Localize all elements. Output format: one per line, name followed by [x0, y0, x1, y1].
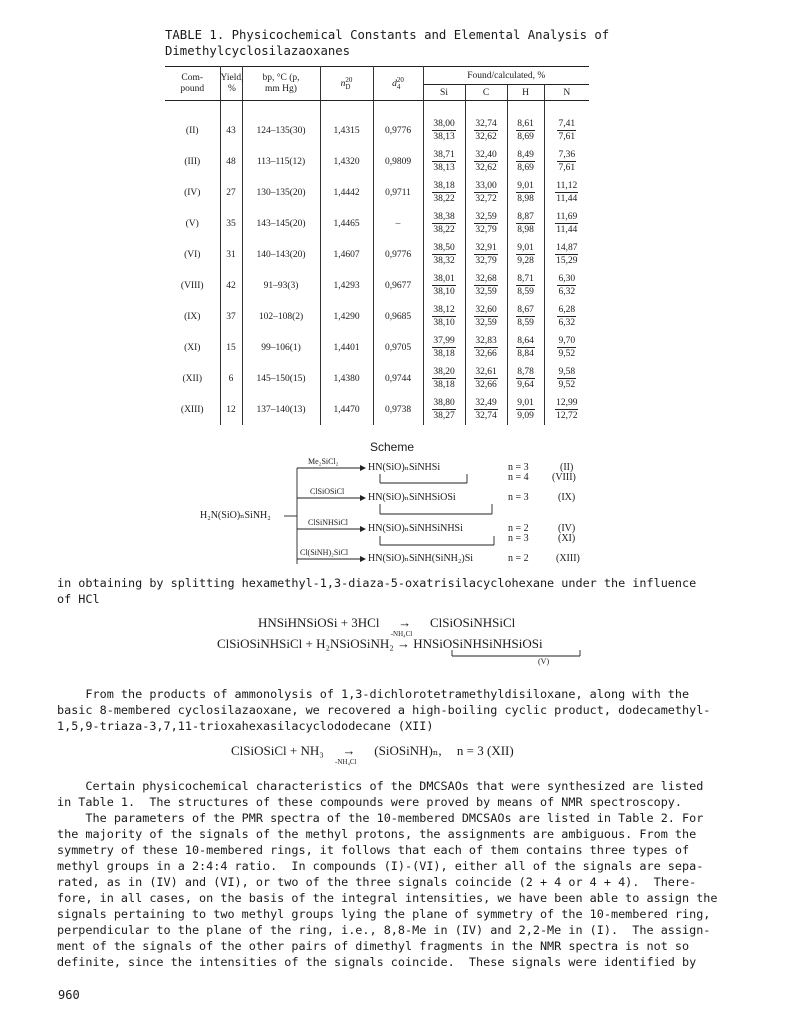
equation-3-arrow: → -NH₄Cl: [335, 743, 357, 766]
header-h: H: [507, 85, 544, 101]
cell-nd: 1,4401: [320, 332, 373, 363]
cell-yield: 6: [220, 363, 242, 394]
table-row: [165, 146, 589, 177]
table-row: [165, 208, 589, 239]
found-calc-pair: [557, 118, 576, 143]
found-value: 7,41: [558, 119, 576, 129]
found-calc-pair: [516, 335, 535, 360]
header-si: Si: [423, 85, 465, 101]
cell-n: [544, 208, 589, 239]
found-value: 38,50: [433, 243, 455, 253]
cell-n: [544, 101, 589, 147]
found-value: 8,64: [517, 336, 534, 346]
found-value: 32,74: [475, 119, 497, 129]
scheme-compound-2: (IX): [558, 492, 576, 503]
scheme-compound-3b: (XI): [558, 533, 576, 544]
found-calc-pair: [516, 180, 535, 205]
calculated-value: 8,69: [517, 132, 534, 142]
scheme-reagent-3: ClSiNHSiCl: [308, 518, 349, 527]
cell-compound: (IV): [165, 177, 220, 208]
found-calc-pair: [555, 242, 578, 267]
found-calc-pair: [516, 366, 535, 391]
cell-h: [507, 177, 544, 208]
cell-h: [507, 270, 544, 301]
cell-nd: 1,4607: [320, 239, 373, 270]
cell-nd: 1,4290: [320, 301, 373, 332]
cell-c: [465, 301, 507, 332]
found-value: 32,40: [475, 150, 497, 160]
cell-c: [465, 332, 507, 363]
found-value: 8,71: [517, 274, 534, 284]
found-calc-pair: [432, 366, 455, 391]
header-nd: n 20 D: [320, 67, 373, 101]
calculated-value: 8,69: [517, 163, 534, 173]
found-value: 9,01: [517, 398, 534, 408]
found-calc-pair: [516, 149, 535, 174]
cell-bp: 99–106(1): [242, 332, 320, 363]
header-d4: d 20 4: [373, 67, 423, 101]
cell-si: [423, 394, 465, 425]
cell-n: [544, 332, 589, 363]
cell-compound: (V): [165, 208, 220, 239]
header-yield: Yield, %: [220, 67, 242, 101]
header-c: C: [465, 85, 507, 101]
found-value: 38,12: [433, 305, 455, 315]
calculated-value: 38,10: [433, 287, 455, 297]
header-found-calc: Found/calculated, %: [423, 67, 589, 85]
cell-c: [465, 270, 507, 301]
cell-c: [465, 146, 507, 177]
paragraph-3: Certain physicochemical characteristics of the DMCSAOs that were synthesized are listed in Table 1. The structures of these compounds were proved by means of NMR spectroscopy.: [57, 779, 704, 809]
cell-yield: 12: [220, 394, 242, 425]
calculated-value: 38,18: [433, 380, 455, 390]
found-value: 38,20: [433, 367, 455, 377]
calculated-value: 38,22: [433, 225, 455, 235]
found-value: 11,12: [556, 181, 578, 191]
arrow-head-3: [360, 526, 366, 532]
scheme-n-3b: n = 3: [508, 533, 529, 544]
equation-3: [231, 743, 514, 766]
cell-n: [544, 239, 589, 270]
calculated-value: 7,61: [558, 132, 576, 142]
cell-compound: (II): [165, 101, 220, 147]
found-value: 8,67: [517, 305, 534, 315]
calculated-value: 32,79: [475, 225, 497, 235]
found-calc-pair: [432, 397, 455, 422]
equation-3-n: n = 3 (XII): [456, 743, 514, 758]
scheme-reagent-1: Me₂SiCl₂: [308, 457, 339, 466]
scheme-start: H₂N(SiO)ₙSiNH₂: [200, 510, 271, 521]
scheme-n-3: n = 2: [508, 523, 529, 534]
calculated-value: 32,59: [475, 318, 497, 328]
cell-si: [423, 301, 465, 332]
cell-d4: 0,9744: [373, 363, 423, 394]
found-calc-pair: [432, 211, 455, 236]
table-row: [165, 101, 589, 147]
arrow-head-1: [360, 465, 366, 471]
table-row: [165, 270, 589, 301]
found-value: 7,36: [558, 150, 576, 160]
calculated-value: 32,62: [475, 163, 497, 173]
cell-bp: 145–150(15): [242, 363, 320, 394]
found-value: 38,80: [433, 398, 455, 408]
found-value: 37,99: [433, 336, 455, 346]
found-value: 32,91: [475, 243, 497, 253]
found-calc-pair: [432, 149, 455, 174]
paragraph-2: From the products of ammonolysis of 1,3-dichlorotetramethyldisiloxane, along with the basic 8-membered cyclosilazaoxane, we recovered a high-boiling cyclic product, dodecamethyl- 1,5,9-triaza-3,7,11-trioxahexasilacyclododecane (XII): [57, 687, 711, 733]
found-value: 32,83: [475, 336, 497, 346]
calculated-value: 8,59: [517, 287, 534, 297]
caption-line-2: Dimethylcyclosilazaoxanes: [165, 44, 351, 58]
scheme-reagent-4: Cl(SiNH)₂SiCl: [300, 548, 349, 557]
equation-1-condition: -NH₄Cl: [390, 630, 413, 638]
cell-compound: (XIII): [165, 394, 220, 425]
calculated-value: 32,79: [475, 256, 497, 266]
found-calc-pair: [432, 180, 455, 205]
found-value: 38,38: [433, 212, 455, 222]
found-value: 12,99: [556, 398, 578, 408]
arrow-head-4: [360, 556, 366, 562]
cell-n: [544, 301, 589, 332]
calculated-value: 9,52: [558, 380, 576, 390]
cell-bp: 143–145(20): [242, 208, 320, 239]
scheme-product-1: HN(SiO)ₙSiNHSi: [368, 462, 441, 473]
found-value: 8,61: [517, 119, 534, 129]
cell-nd: 1,4315: [320, 101, 373, 147]
calculated-value: 38,22: [433, 194, 455, 204]
calculated-value: 8,59: [517, 318, 534, 328]
cell-n: [544, 177, 589, 208]
equation-1-arrow: → -NH₄Cl: [390, 615, 413, 638]
calculated-value: 38,13: [433, 132, 455, 142]
found-value: 33,00: [475, 181, 497, 191]
cell-c: [465, 239, 507, 270]
calculated-value: 32,66: [475, 349, 497, 359]
cell-bp: 137–140(13): [242, 394, 320, 425]
found-calc-pair: [474, 273, 497, 298]
found-value: 38,71: [433, 150, 455, 160]
equation-2-lhs: ClSiOSiNHSiCl + H₂NSiOSiNH₂: [217, 636, 394, 651]
calculated-value: 7,61: [558, 163, 576, 173]
cell-nd: 1,4320: [320, 146, 373, 177]
cell-si: [423, 146, 465, 177]
cell-n: [544, 270, 589, 301]
data-table: [165, 66, 589, 425]
header-compound: Com- pound: [165, 67, 220, 101]
cell-bp: 91–93(3): [242, 270, 320, 301]
found-calc-pair: [432, 304, 455, 329]
cell-c: [465, 208, 507, 239]
scheme-n-1: n = 3: [508, 462, 529, 473]
scheme-compound-1: (II): [560, 462, 574, 473]
found-value: 9,01: [517, 243, 534, 253]
calculated-value: 38,32: [433, 256, 455, 266]
table-row: [165, 363, 589, 394]
calculated-value: 32,72: [475, 194, 497, 204]
table-row: [165, 332, 589, 363]
cell-si: [423, 177, 465, 208]
calculated-value: 38,13: [433, 163, 455, 173]
found-value: 32,49: [475, 398, 497, 408]
cell-nd: 1,4465: [320, 208, 373, 239]
scheme-product-2: HN(SiO)ₙSiNHSiOSi: [368, 492, 456, 503]
cell-d4: –: [373, 208, 423, 239]
found-value: 32,61: [475, 367, 497, 377]
equation-2-rhs: HNSiOSiNHSiNHSiOSi: [413, 636, 543, 651]
found-value: 32,60: [475, 305, 497, 315]
scheme-n-1b: n = 4: [508, 472, 529, 483]
paragraph-4: The parameters of the PMR spectra of the 10-membered DMCSAOs are listed in Table 2. For the majority of the signals of the methyl protons, the assignments are ambiguous. From the symmetry of these 10-membered rings, it follows that each of them contains three types of methyl groups in a 2:4:4 ratio. In compounds (I)-(VI), either all of the signals are sepa- rated, as in (IV) and (VI), or two of the three signals coincide (2 + 4 or 4 + 4). There- fore, in all cases, on the basis of the integral intensities, we have been able to assign the signals pertaining to two methyl groups lying the plane of symmetry of the 10-membered ring, perpendicular to the plane of the ring, i.e., 8,8-Me in (IV) and 2,2-Me in (I). The assign- ment of the signals of the other pairs of dimethyl fragments in the NMR spectra is not so definite, since the intensities of the signals coincide. These signals were identified by: [57, 811, 718, 969]
cell-compound: (IX): [165, 301, 220, 332]
found-calc-pair: [474, 211, 497, 236]
calculated-value: 38,27: [433, 411, 455, 421]
scheme-n-2: n = 3: [508, 492, 529, 503]
caption-line-1: TABLE 1. Physicochemical Constants and Elemental Analysis of: [165, 28, 610, 42]
scheme-product-3: HN(SiO)ₙSiNHSiNHSi: [368, 523, 463, 534]
equation-2-arrow: →: [397, 636, 414, 651]
table-row: [165, 177, 589, 208]
found-value: 32,59: [475, 212, 497, 222]
cell-h: [507, 101, 544, 147]
cell-si: [423, 101, 465, 147]
cell-yield: 31: [220, 239, 242, 270]
cell-bp: 130–135(20): [242, 177, 320, 208]
found-value: 14,87: [556, 243, 578, 253]
equation-2-ring-bond: [450, 650, 610, 670]
cell-yield: 42: [220, 270, 242, 301]
calculated-value: 32,62: [475, 132, 497, 142]
cell-yield: 48: [220, 146, 242, 177]
header-n: N: [544, 85, 589, 101]
cell-d4: 0,9776: [373, 101, 423, 147]
scheme-compound-3: (IV): [558, 523, 576, 534]
found-value: 38,18: [433, 181, 455, 191]
found-value: 8,49: [517, 150, 534, 160]
found-calc-pair: [474, 335, 497, 360]
equation-1-lhs: HNSiHNSiOSi + 3HCl: [258, 615, 380, 630]
found-calc-pair: [516, 118, 535, 143]
found-calc-pair: [474, 242, 497, 267]
found-calc-pair: [557, 304, 576, 329]
cell-si: [423, 239, 465, 270]
equation-3-rhs: (SiOSiNH)ₙ,: [374, 743, 442, 758]
cell-bp: 124–135(30): [242, 101, 320, 147]
calculated-value: 9,64: [517, 380, 534, 390]
cell-si: [423, 208, 465, 239]
cell-bp: 140–143(20): [242, 239, 320, 270]
calculated-value: 6,32: [558, 318, 576, 328]
cell-compound: (III): [165, 146, 220, 177]
found-calc-pair: [555, 180, 578, 205]
cell-yield: 35: [220, 208, 242, 239]
table-row: [165, 301, 589, 332]
equation-1-rhs: ClSiOSiNHSiCl: [429, 615, 516, 630]
table-body: [165, 101, 589, 426]
cell-c: [465, 363, 507, 394]
calculated-value: 12,72: [556, 411, 578, 421]
found-calc-pair: [474, 397, 497, 422]
cell-h: [507, 301, 544, 332]
found-value: 8,87: [517, 212, 534, 222]
cell-bp: 102–108(2): [242, 301, 320, 332]
found-value: 32,68: [475, 274, 497, 284]
cell-yield: 43: [220, 101, 242, 147]
found-calc-pair: [432, 242, 455, 267]
calculated-value: 11,44: [556, 225, 578, 235]
header-bp: bp, °C (p, mm Hg): [242, 67, 320, 101]
cell-c: [465, 177, 507, 208]
scheme-title: Scheme: [370, 440, 415, 454]
found-calc-pair: [555, 397, 578, 422]
scheme-n-4: n = 2: [508, 553, 529, 564]
paragraph-1: in obtaining by splitting hexamethyl-1,3-diaza-5-oxatrisilacyclohexane under the influence of HCl: [57, 576, 697, 606]
calculated-value: 32,74: [475, 411, 497, 421]
cell-n: [544, 146, 589, 177]
scheme-compound-4: (XIII): [556, 553, 580, 564]
found-calc-pair: [474, 149, 497, 174]
table-caption: [165, 27, 609, 59]
cell-si: [423, 332, 465, 363]
cell-compound: (XII): [165, 363, 220, 394]
cell-nd: 1,4293: [320, 270, 373, 301]
table-row: [165, 239, 589, 270]
calculated-value: 15,29: [556, 256, 578, 266]
found-calc-pair: [516, 273, 535, 298]
cell-h: [507, 394, 544, 425]
scheme-compound-1b: (VIII): [552, 472, 576, 483]
equation-3-lhs: ClSiOSiCl + NH₃: [231, 743, 324, 758]
cell-h: [507, 332, 544, 363]
found-value: 8,78: [517, 367, 534, 377]
found-calc-pair: [557, 366, 576, 391]
cell-h: [507, 239, 544, 270]
found-calc-pair: [432, 273, 455, 298]
found-calc-pair: [432, 335, 455, 360]
cell-c: [465, 101, 507, 147]
found-calc-pair: [474, 366, 497, 391]
cell-d4: 0,9711: [373, 177, 423, 208]
found-calc-pair: [516, 211, 535, 236]
cell-d4: 0,9705: [373, 332, 423, 363]
cell-nd: 1,4442: [320, 177, 373, 208]
calculated-value: 9,52: [558, 349, 576, 359]
cell-yield: 37: [220, 301, 242, 332]
calculated-value: 11,44: [556, 194, 578, 204]
cell-compound: (VI): [165, 239, 220, 270]
found-calc-pair: [516, 242, 535, 267]
calculated-value: 32,59: [475, 287, 497, 297]
cell-d4: 0,9776: [373, 239, 423, 270]
found-calc-pair: [516, 304, 535, 329]
cell-compound: (VIII): [165, 270, 220, 301]
calculated-value: 9,28: [517, 256, 534, 266]
cell-d4: 0,9677: [373, 270, 423, 301]
cell-d4: 0,9685: [373, 301, 423, 332]
found-value: 9,70: [558, 336, 576, 346]
cell-d4: 0,9738: [373, 394, 423, 425]
arrow-head-2: [360, 495, 366, 501]
found-value: 6,28: [558, 305, 576, 315]
found-value: 38,00: [433, 119, 455, 129]
calculated-value: 38,18: [433, 349, 455, 359]
found-calc-pair: [516, 397, 535, 422]
calculated-value: 8,98: [517, 194, 534, 204]
found-value: 9,01: [517, 181, 534, 191]
found-calc-pair: [474, 118, 497, 143]
found-calc-pair: [557, 149, 576, 174]
cell-c: [465, 394, 507, 425]
found-calc-pair: [432, 118, 455, 143]
found-calc-pair: [557, 335, 576, 360]
calculated-value: 6,32: [558, 287, 576, 297]
cell-yield: 15: [220, 332, 242, 363]
found-value: 11,69: [556, 212, 578, 222]
equation-2-label: (V): [538, 657, 550, 666]
scheme-product-4: HN(SiO)ₙSiNH(SiNH₂)Si: [368, 553, 474, 564]
cell-d4: 0,9809: [373, 146, 423, 177]
scheme-reagent-2: ClSiOSiCl: [310, 487, 345, 496]
found-calc-pair: [557, 273, 576, 298]
cell-h: [507, 363, 544, 394]
found-calc-pair: [555, 211, 578, 236]
table-row: [165, 394, 589, 425]
found-calc-pair: [474, 180, 497, 205]
calculated-value: 9,09: [517, 411, 534, 421]
cell-compound: (XI): [165, 332, 220, 363]
equation-3-condition: -NH₄Cl: [335, 758, 357, 766]
calculated-value: 8,98: [517, 225, 534, 235]
cell-si: [423, 270, 465, 301]
cell-h: [507, 146, 544, 177]
cell-h: [507, 208, 544, 239]
found-calc-pair: [474, 304, 497, 329]
cell-n: [544, 363, 589, 394]
page-number: 960: [58, 988, 80, 1002]
found-value: 6,30: [558, 274, 576, 284]
reaction-scheme: [200, 456, 620, 571]
found-value: 9,58: [558, 367, 576, 377]
found-value: 38,01: [433, 274, 455, 284]
cell-yield: 27: [220, 177, 242, 208]
equation-1: [258, 615, 516, 638]
cell-nd: 1,4380: [320, 363, 373, 394]
cell-nd: 1,4470: [320, 394, 373, 425]
calculated-value: 8,84: [517, 349, 534, 359]
cell-n: [544, 394, 589, 425]
cell-si: [423, 363, 465, 394]
calculated-value: 38,10: [433, 318, 455, 328]
cell-bp: 113–115(12): [242, 146, 320, 177]
calculated-value: 32,66: [475, 380, 497, 390]
